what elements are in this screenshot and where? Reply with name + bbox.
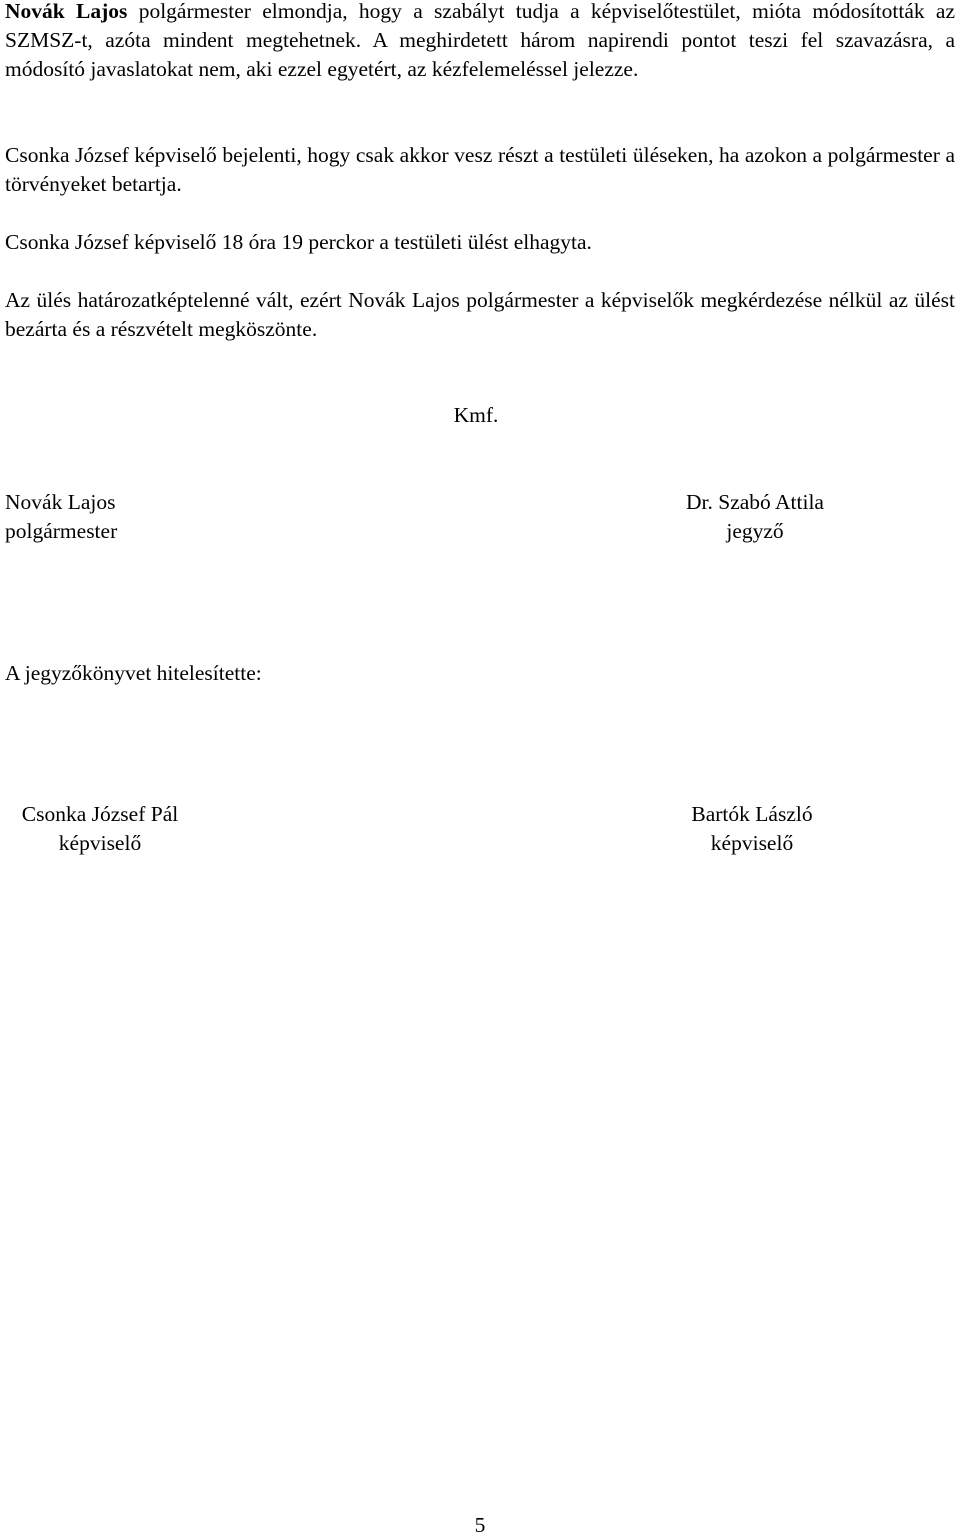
authenticated-label: A jegyzőkönyvet hitelesítette: xyxy=(5,661,262,685)
authenticator-right-name: Bartók László xyxy=(691,802,813,826)
paragraph-text: polgármester elmondja, hogy a szabályt tudja a képviselőtestület, mióta módosították az SZMSZ-t, azóta mindent megtehetnek. A meghirdetett három napirendi pontot teszi fel szavazásra, a módosító javaslatokat nem, aki ezzel egyetért, az kézfelemeléssel jelezze. xyxy=(5,0,955,81)
paragraph-csonka-left: Csonka József képviselő 18 óra 19 perckor a testületi ülést elhagyta. xyxy=(5,230,592,254)
page-number: 5 xyxy=(474,1513,486,1537)
signature-notary xyxy=(655,488,855,546)
signature-notary-name: Dr. Szabó Attila xyxy=(686,490,824,514)
paragraph-session-closed: Az ülés határozatképtelenné vált, ezért Novák Lajos polgármester a képviselők megkérdezése nélkül az ülést bezárta és a részvételt megköszönte. xyxy=(5,288,955,341)
speaker-name: Novák Lajos xyxy=(5,0,128,23)
signature-mayor-title: polgármester xyxy=(5,519,118,543)
authenticator-right-title: képviselő xyxy=(710,831,794,855)
paragraph-csonka-announcement: Csonka József képviselő bejelenti, hogy csak akkor vesz részt a testületi üléseken, ha azokon a polgármester a törvényeket betartja. xyxy=(5,143,955,196)
paragraph-mayor-statement xyxy=(5,0,955,84)
kmf-label: Kmf. xyxy=(453,403,499,427)
signature-notary-title: jegyző xyxy=(726,519,784,543)
authenticator-left-title: képviselő xyxy=(58,831,142,855)
authenticator-left xyxy=(0,800,205,858)
signature-mayor xyxy=(5,488,117,546)
authenticator-right xyxy=(652,800,852,858)
signature-mayor-name: Novák Lajos xyxy=(5,490,116,514)
authenticator-left-name: Csonka József Pál xyxy=(21,802,179,826)
